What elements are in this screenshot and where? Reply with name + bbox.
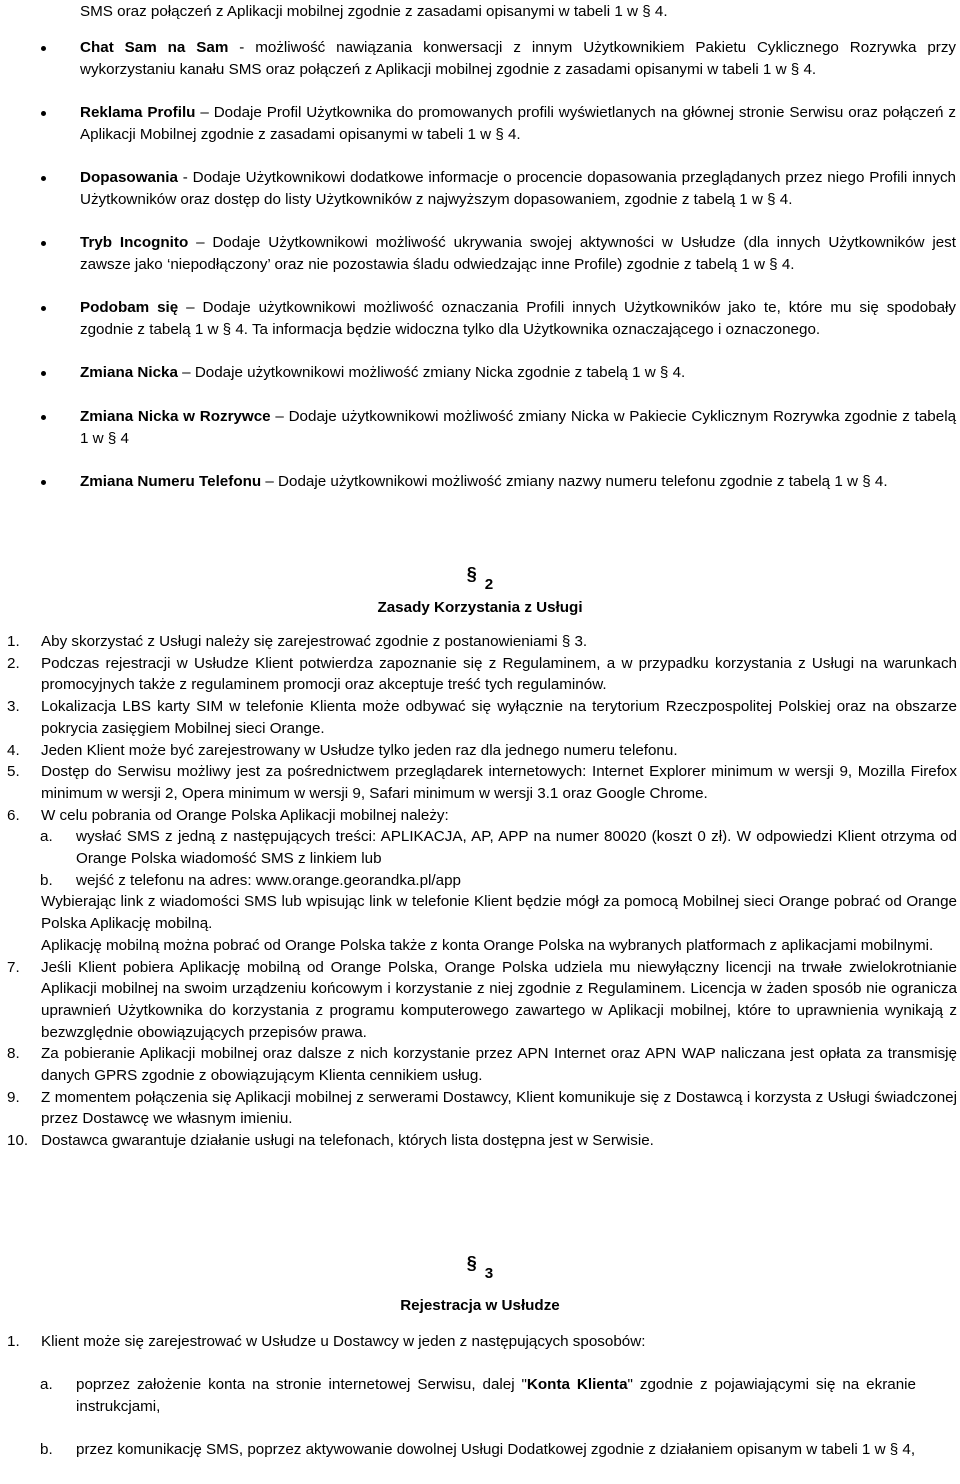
- item-text: W celu pobrania od Orange Polska Aplikacji mobilnej należy:: [41, 806, 449, 824]
- bullet-dot-icon: [41, 371, 46, 376]
- list-item: [0, 740, 957, 762]
- bullet-term: Dopasowania: [80, 169, 178, 187]
- list-item: [0, 1130, 957, 1152]
- section-number: 3: [484, 1265, 494, 1282]
- sub-item-text: wejść z telefonu na adres: www.orange.georandka.pl/app: [76, 871, 461, 889]
- list-item: [0, 805, 957, 957]
- section-2-title: Zasady Korzystania z Usługi: [377, 599, 583, 616]
- services-bullet-list: [0, 37, 960, 514]
- bullet-term: Podobam się: [80, 299, 179, 317]
- list-item: [0, 1087, 957, 1130]
- sub-item-label: a.: [40, 1376, 53, 1393]
- bullet-text: Dodaje użytkownikowi możliwość oznaczania Profili innych Użytkowników jako te, które mu się spodobały zgodnie z tabelą 1 w § 4. Ta informacja będzie widoczna tylko dla Użytkownika oznaczającego i oznaczonego.: [80, 299, 957, 339]
- list-item: [0, 653, 957, 696]
- bullet-zmiana-nicka-rozrywka: [0, 406, 956, 449]
- bullet-dot-icon: [41, 241, 46, 246]
- sub-item-text: wysłać SMS z jedną z następujących treści: APLIKACJA, AP, APP na numer 80020 (koszt 0 zł). W odpowiedzi Klient otrzyma od Orange Polska wiadomość SMS z linkiem lub: [76, 828, 957, 868]
- item-number: 1.: [7, 1333, 20, 1350]
- bullet-term: Zmiana Numeru Telefonu: [80, 472, 262, 490]
- item-number: 3.: [7, 698, 20, 716]
- bullet-text: Dodaje Profil Użytkownika do promowanych profili wyświetlanych na głównej stronie Serwisu oraz połączeń z Aplikacji Mobilnej zgodnie z zasadami opisanymi w tabeli 1 w § 4.: [80, 104, 956, 143]
- bullet-sep: –: [177, 364, 195, 382]
- section-2-list: [0, 631, 960, 1152]
- list-item: [0, 761, 957, 804]
- bullet-dot-icon: [41, 176, 46, 181]
- bullet-sep: -: [228, 39, 256, 56]
- bullet-term: Zmiana Nicka: [80, 364, 178, 382]
- item-text: Podczas rejestracji w Usłudze Klient potwierdza zapoznanie się z Regulaminem, a w przypadku korzystania z Usługi na warunkach promocyjnych także z regulaminem promocji oraz akceptuje treść tych regulaminów.: [41, 654, 957, 694]
- bullet-text: Dodaje Użytkownikowi możliwość ukrywania swojej aktywności w Usłudze (dla innych Użytkowników jest zawsze jako ‘niepodłączony’ oraz nie pozostawia śladu odwiedzając inne Profile) zgodnie z tabelą 1 w § 4.: [80, 234, 956, 273]
- section-number: 2: [484, 576, 494, 593]
- sub-item-label: b.: [40, 871, 53, 889]
- item-text: Dostęp do Serwisu możliwy jest za pośrednictwem przeglądarek internetowych: Internet Explorer minimum w wersji 9, Mozilla Firefox minimum w wersji 2, Opera minimum w wersji 9, Safari minimum w wersji 3.1 oraz Google Chrome.: [41, 763, 957, 802]
- bullet-text: Dodaje użytkownikowi możliwość zmiany nazwy numeru telefonu zgodnie z tabelą 1 w § 4.: [278, 472, 888, 490]
- sub-item-text: przez komunikację SMS, poprzez aktywowanie dowolnej Usługi Dodatkowej zgodnie z działaniem opisanym w tabeli 1 w § 4,: [76, 1441, 916, 1459]
- item-number: 6.: [7, 806, 20, 824]
- item-number: 5.: [7, 763, 20, 781]
- bullet-term: Tryb Incognito: [80, 234, 189, 252]
- bullet-dot-icon: [41, 415, 46, 420]
- bullet-dot-icon: [41, 111, 46, 116]
- sub-item-text: " zgodnie z pojawiającymi się na ekranie instrukcjami,: [76, 1376, 916, 1415]
- item-number: 7.: [7, 958, 20, 976]
- bullet-text: Dodaje użytkownikowi możliwość zmiany Nicka w Pakiecie Cyklicznym Rozrywka zgodnie z tabelą 1 w § 4: [80, 407, 957, 447]
- bullet-zmiana-nicka: [0, 362, 956, 384]
- item-text: Aby skorzystać z Usługi należy się zarejestrować zgodnie z postanowieniami § 3.: [41, 633, 588, 650]
- item-text: Lokalizacja LBS karty SIM w telefonie Klienta może odbywać się wyłącznie na terytorium Rzeczpospolitej Polskiej oraz na obszarze pokrycia zasięgiem Mobilnej sieci Orange.: [41, 698, 957, 737]
- paragraph-sign-icon: §: [466, 564, 477, 584]
- bullet-incognito: [0, 232, 956, 275]
- bullet-dot-icon: [41, 46, 46, 51]
- item-number: 10.: [7, 1132, 29, 1150]
- sub-item: [0, 870, 957, 892]
- section-3-list: [0, 1331, 960, 1353]
- item-number: 1.: [7, 633, 20, 650]
- bullet-sep: –: [178, 299, 203, 317]
- bullet-dot-icon: [41, 306, 46, 311]
- item-continuation: Aplikację mobilną można pobrać od Orange Polska także z konta Orange Polska na wybranych platformach z aplikacjami mobilnymi.: [41, 936, 934, 954]
- item-text: Dostawca gwarantuje działanie usługi na telefonach, których lista dostępna jest w Serwisie.: [41, 1132, 654, 1150]
- bullet-dopasowania: [0, 167, 956, 210]
- bullet-text: możliwość nawiązania konwersacji z innym Użytkownikiem Pakietu Cyklicznego Rozrywka przy wykorzystaniu kanału SMS oraz połączeń z Aplikacji mobilnej zgodnie z zasadami opisanymi w tabeli 1 w § 4.: [80, 39, 957, 78]
- list-item: [0, 631, 957, 653]
- bullet-reklama: [0, 102, 956, 145]
- continuation-line: SMS oraz połączeń z Aplikacji mobilnej zgodnie z zasadami opisanymi w tabeli 1 w § 4.: [80, 3, 668, 20]
- bullet-text: Dodaje użytkownikowi możliwość zmiany Nicka zgodnie z tabelą 1 w § 4.: [194, 364, 686, 382]
- bullet-podobam: [0, 297, 956, 340]
- item-text: Z momentem połączenia się Aplikacji mobilnej z serwerami Dostawcy, Klient komunikuje się z Dostawcą i korzysta z Usługi świadczonej przez Dostawcę we własnym imieniu.: [41, 1088, 957, 1128]
- item-text: Klient może się zarejestrować w Usłudze u Dostawcy w jeden z następujących sposobów:: [41, 1333, 646, 1350]
- paragraph-sign-icon: §: [466, 1253, 477, 1273]
- section-3-sublist: [0, 1374, 960, 1461]
- bullet-term: Chat Sam na Sam: [80, 39, 229, 56]
- bullet-text: Dodaje Użytkownikowi dodatkowe informacje o procencie dopasowania przeglądanych przez niego Profili innych Użytkowników oraz dostęp do listy Użytkowników z najwyższym dopasowaniem, zgodnie z tabelą 1 w § 4.: [80, 169, 957, 208]
- section-3-number: [0, 1253, 960, 1285]
- bullet-sep: -: [177, 169, 193, 187]
- list-item: [0, 1043, 957, 1086]
- item-number: 2.: [7, 654, 20, 672]
- bullet-term: Reklama Profilu: [80, 104, 196, 122]
- list-item: [0, 957, 957, 1044]
- bullet-sep: –: [188, 234, 213, 252]
- item-continuation: Wybierając link z wiadomości SMS lub wpisując link w telefonie Klient będzie mógł za pomocą Mobilnej sieci Orange pobrać od Orange Polska Aplikację mobilną.: [41, 893, 957, 933]
- sub-item-text: poprzez założenie konta na stronie internetowej Serwisu, dalej ": [76, 1376, 527, 1393]
- section-3-title: Rejestracja w Usłudze: [400, 1297, 560, 1314]
- bullet-sep: –: [195, 104, 214, 122]
- item-text: Za pobieranie Aplikacji mobilnej oraz dalsze z nich korzystanie przez APN Internet oraz APN WAP naliczana jest opłata za transmisję danych GPRS zgodnie z obowiązującym Klienta cennikiem usług.: [41, 1045, 957, 1085]
- list-item: [0, 1331, 957, 1353]
- sub-item: [0, 826, 957, 869]
- item-number: 8.: [7, 1045, 20, 1063]
- section-2-number: [0, 564, 960, 596]
- konta-klienta-term: Konta Klienta: [526, 1376, 628, 1393]
- sub-item: [0, 1374, 916, 1417]
- list-item: [0, 696, 957, 739]
- bullet-dot-icon: [41, 480, 46, 485]
- bullet-term: Zmiana Nicka w Rozrywce: [80, 407, 271, 425]
- item-text: Jeden Klient może być zarejestrowany w Usłudze tylko jeden raz dla jednego numeru telefonu.: [41, 741, 678, 759]
- item-number: 4.: [7, 741, 20, 759]
- bullet-sep: –: [270, 407, 289, 425]
- sub-item-label: b.: [40, 1441, 53, 1459]
- sub-item-label: a.: [40, 828, 53, 846]
- item-text: Jeśli Klient pobiera Aplikację mobilną od Orange Polska, Orange Polska udziela mu niewyłączny licencji na trwałe zwielokrotnianie Aplikacji mobilnej na swoim urządzeniu końcowym i korzystanie z niej zgodnie z Regulaminem. Licencja w żaden sposób nie ogranicza uprawnień Użytkownika do korzystania z programu komputerowego zawartego w Aplikacji mobilnej, które to uprawnienia wynikają z bezwzględnie obowiązujących przepisów prawa.: [41, 958, 957, 1041]
- item-number: 9.: [7, 1088, 20, 1106]
- bullet-sep: –: [261, 472, 279, 490]
- bullet-chat: [0, 37, 956, 80]
- sub-item: [0, 1439, 916, 1461]
- bullet-zmiana-numeru: [0, 471, 956, 493]
